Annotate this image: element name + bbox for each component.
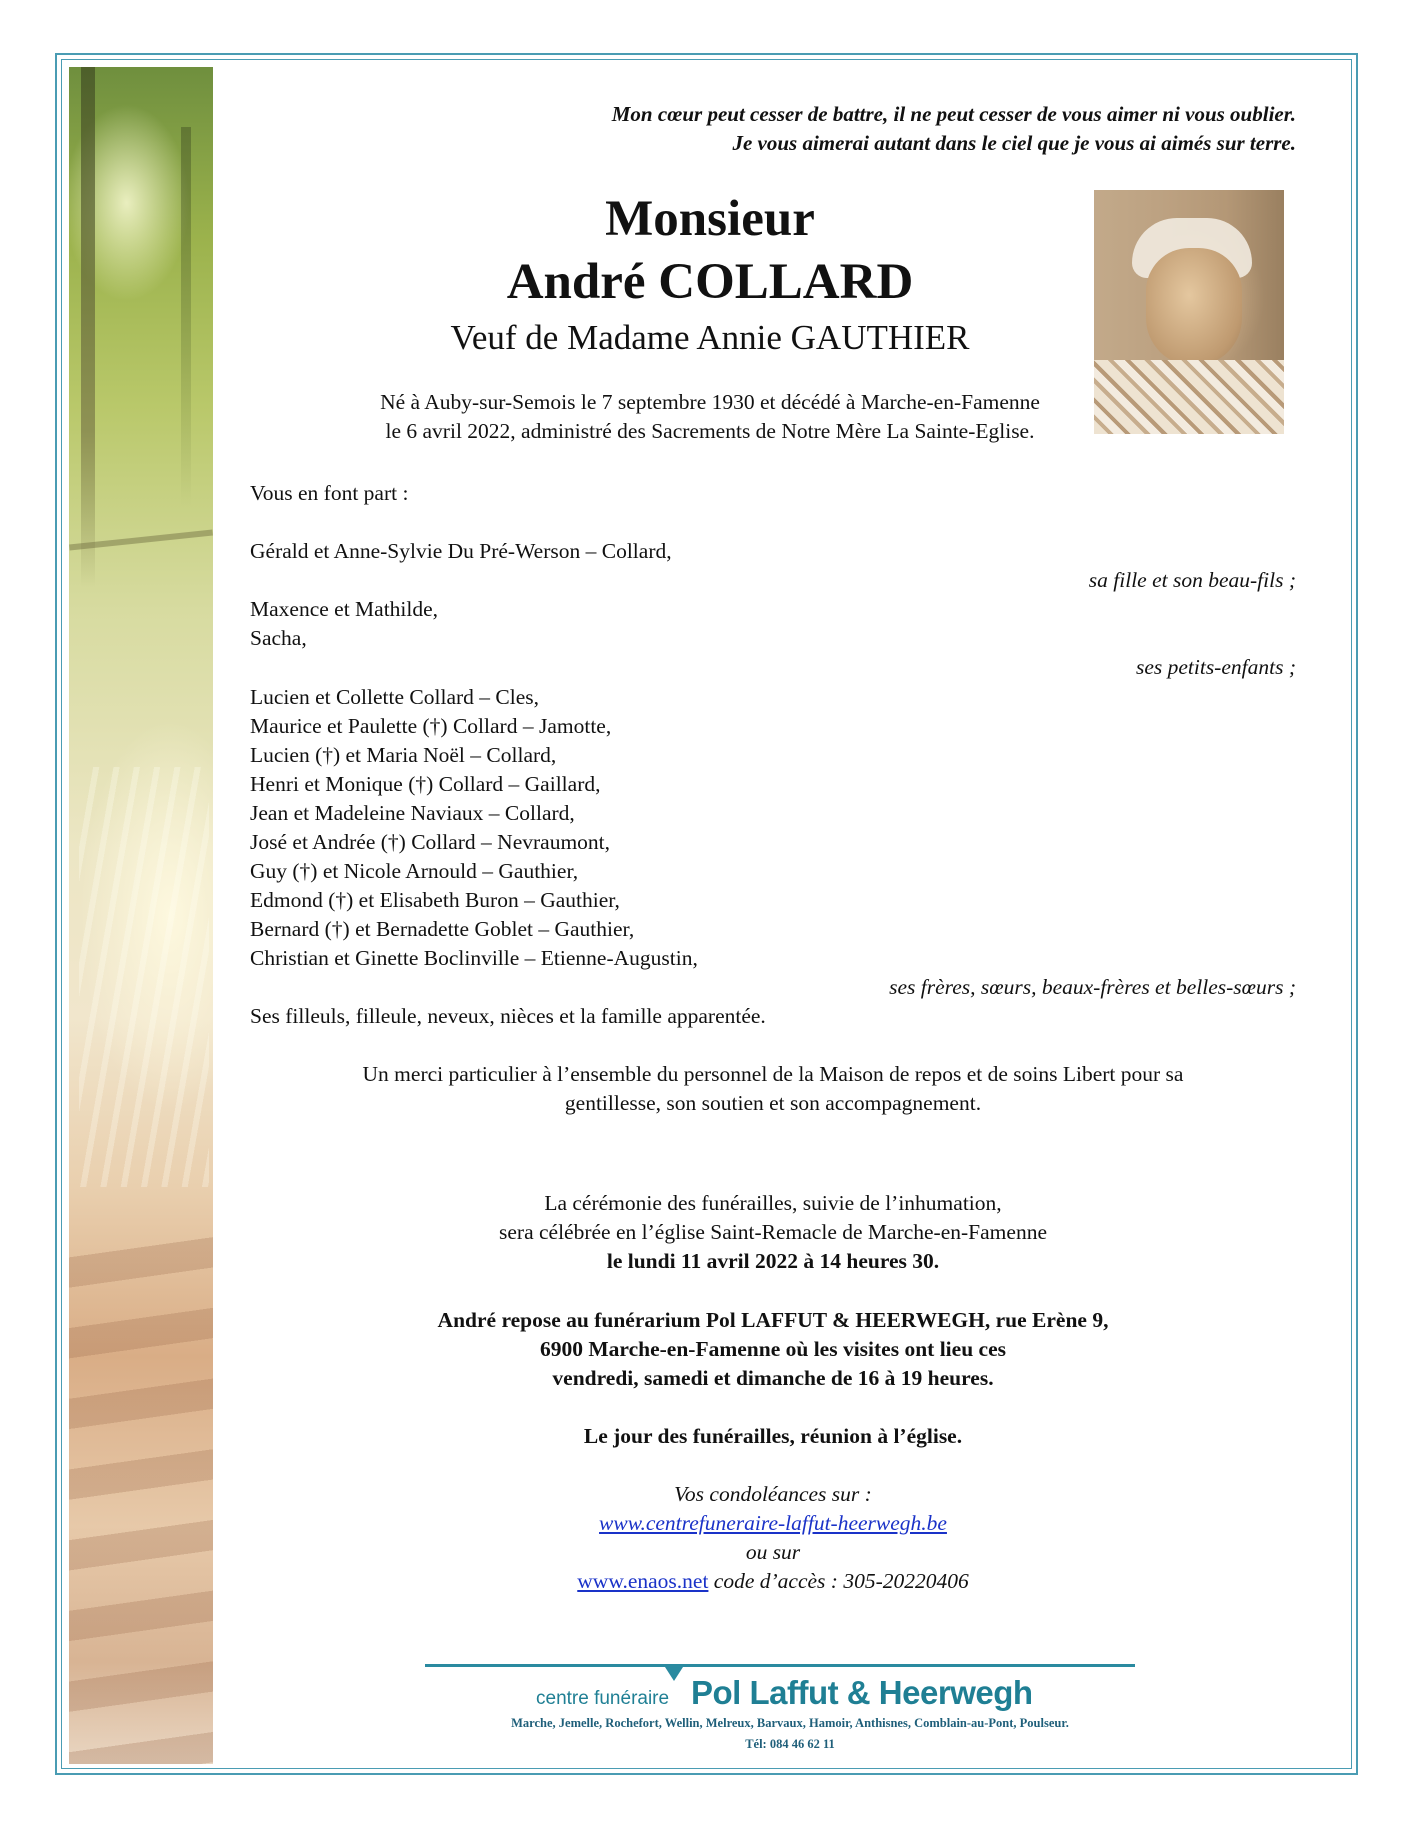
- deceased-name: André COLLARD: [506, 254, 914, 310]
- forest-path-image: [69, 67, 213, 1764]
- family-line: Guy (†) et Nicole Arnould – Gauthier,: [250, 859, 579, 883]
- visitation-line: 6900 Marche-en-Famenne où les visites ont lieu ces: [540, 1337, 1006, 1361]
- family-line: Christian et Ginette Boclinville – Etienne-Augustin,: [250, 946, 698, 970]
- photo-face: [1146, 248, 1242, 366]
- family-line: Maxence et Mathilde,: [250, 597, 439, 621]
- family-line: José et Andrée (†) Collard – Nevraumont,: [250, 830, 611, 854]
- family-line: Lucien et Collette Collard – Cles,: [250, 685, 539, 709]
- logo-small-text: centre funéraire: [536, 1688, 670, 1709]
- footer-rule: [425, 1664, 1135, 1667]
- family-line: Henri et Monique (†) Collard – Gaillard,: [250, 772, 601, 796]
- footer-phone: Tél: 084 46 62 11: [745, 1737, 835, 1751]
- family-role: sa fille et son beau-fils ;: [1088, 568, 1296, 592]
- honorific: Monsieur: [605, 191, 815, 247]
- photo-shirt: [1094, 360, 1284, 434]
- tree-trunk: [81, 67, 95, 587]
- family-line: Bernard (†) et Bernadette Goblet – Gauthier,: [250, 917, 635, 941]
- access-code: code d’accès : 305-20220406: [708, 1569, 969, 1593]
- family-line: Jean et Madeleine Naviaux – Collard,: [250, 801, 575, 825]
- tree-trunk: [181, 127, 191, 507]
- enaos-link[interactable]: www.enaos.net: [577, 1569, 709, 1593]
- ceremony-line: sera célébrée en l’église Saint-Remacle de Marche-en-Famenne: [499, 1220, 1047, 1244]
- condolences-or: ou sur: [745, 1540, 801, 1564]
- thanks-line: Un merci particulier à l’ensemble du personnel de la Maison de repos et de soins Libert pour sa: [362, 1062, 1184, 1086]
- birth-line: le 6 avril 2022, administré des Sacrements de Notre Mère La Sainte-Eglise.: [385, 419, 1035, 443]
- portrait-photo: [1094, 190, 1284, 434]
- family-line: Lucien (†) et Maria Noël – Collard,: [250, 743, 557, 767]
- ceremony-line: La cérémonie des funérailles, suivie de l’inhumation,: [544, 1191, 1002, 1215]
- condolences-access-row: [250, 1567, 1296, 1596]
- visitation-line: André repose au funérarium Pol LAFFUT & HEERWEGH, rue Erène 9,: [437, 1308, 1109, 1332]
- intro-text: Vous en font part :: [250, 481, 409, 505]
- logo-brand: Pol Laffut & Heerwegh: [691, 1674, 1033, 1711]
- birth-line: Né à Auby-sur-Semois le 7 septembre 1930 et décédé à Marche-en-Famenne: [380, 390, 1040, 414]
- condolences-link-row: [250, 1509, 1296, 1538]
- quote-line: Mon cœur peut cesser de battre, il ne peut cesser de vous aimer ni vous oublier.: [611, 102, 1296, 126]
- thanks-line: gentillesse, son soutien et son accompagnement.: [564, 1091, 982, 1115]
- quote-line: Je vous aimerai autant dans le ciel que je vous ai aimés sur terre.: [732, 131, 1296, 155]
- family-line: Ses filleuls, filleule, neveux, nièces et la famille apparentée.: [250, 1004, 766, 1028]
- path-shadows: [69, 1217, 213, 1764]
- ceremony-date: le lundi 11 avril 2022 à 14 heures 30.: [606, 1249, 940, 1273]
- family-line: Gérald et Anne-Sylvie Du Pré-Werson – Collard,: [250, 539, 672, 563]
- widow-of: Veuf de Madame Annie GAUTHIER: [450, 318, 970, 357]
- footer-triangle-icon: [665, 1667, 683, 1681]
- condolences-label: Vos condoléances sur :: [674, 1482, 872, 1506]
- family-line: Edmond (†) et Elisabeth Buron – Gauthier,: [250, 888, 620, 912]
- family-role: ses frères, sœurs, beaux-frères et belles-sœurs ;: [889, 975, 1296, 999]
- visitation-line: vendredi, samedi et dimanche de 16 à 19 heures.: [552, 1366, 994, 1390]
- funeral-site-link[interactable]: www.centrefuneraire-laffut-heerwegh.be: [599, 1511, 947, 1535]
- family-line: Sacha,: [250, 626, 307, 650]
- family-line: Maurice et Paulette (†) Collard – Jamotte,: [250, 714, 612, 738]
- family-role: ses petits-enfants ;: [1135, 655, 1296, 679]
- footer-places: Marche, Jemelle, Rochefort, Wellin, Melreux, Barvaux, Hamoir, Anthisnes, Comblain-au-Pont, Poulseur.: [511, 1716, 1069, 1730]
- gathering-note: Le jour des funérailles, réunion à l’église.: [583, 1424, 963, 1448]
- sun-rays: [79, 767, 209, 1187]
